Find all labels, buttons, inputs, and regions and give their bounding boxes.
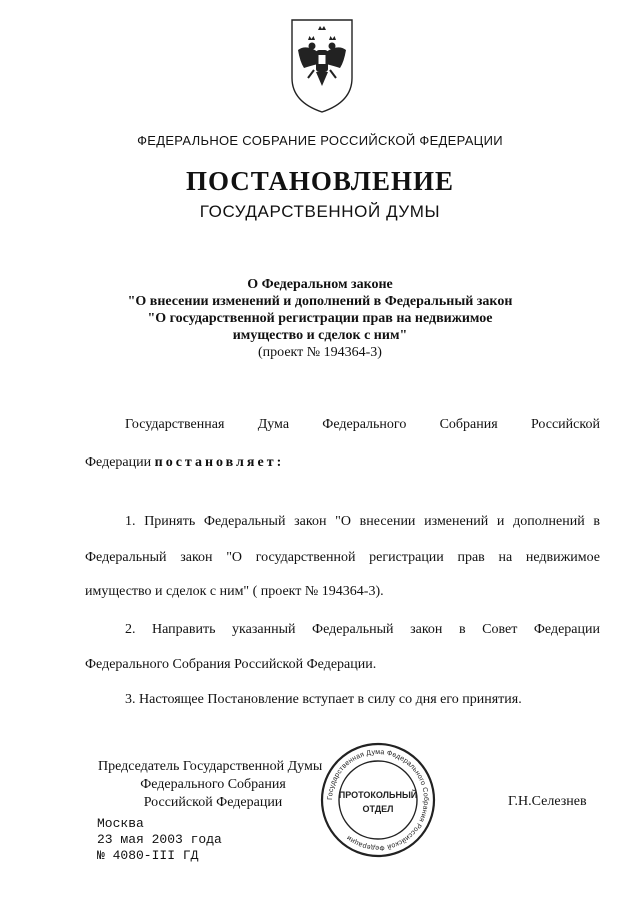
preamble-word: Собрания <box>439 417 498 432</box>
preamble-word: Российской <box>530 417 600 432</box>
project-number: (проект № 194364-3) <box>258 345 382 360</box>
decree-word: постановляет: <box>154 455 285 470</box>
item-2-line-2: Федерального Собрания Российской Федерации. <box>85 657 377 672</box>
seal-center-text-2: ОТДЕЛ <box>362 804 394 814</box>
city: Москва <box>97 816 144 831</box>
item-1-line-3: имущество и сделок с ним" ( проект № 194364-3). <box>85 584 384 599</box>
preamble-line-1 <box>125 417 600 433</box>
document-type: ПОСТАНОВЛЕНИЕ <box>185 166 455 196</box>
document-issuer: ГОСУДАРСТВЕННОЙ ДУМЫ <box>199 202 441 221</box>
preamble-word: Дума <box>257 417 290 432</box>
seal-center-text-1: ПРОТОКОЛЬНЫЙ <box>338 790 418 800</box>
preamble-line-2 <box>85 455 284 471</box>
document-meta <box>97 816 222 864</box>
document-number: № 4080-III ГД <box>97 848 199 863</box>
preamble-federation: Федерации <box>85 455 152 470</box>
item-2-line-1: 2. Направить указанный Федеральный закон в Совет Федерации <box>125 622 600 637</box>
subject-line-4: имущество и сделок с ним" <box>232 328 408 343</box>
round-seal-stamp <box>318 740 438 860</box>
subject-line-1: О Федеральном законе <box>247 277 393 292</box>
subject-line-2: "О внесении изменений и дополнений в Федеральный закон <box>127 294 513 309</box>
document-subject <box>0 276 640 361</box>
chairman-title-2: Федерального Собрания <box>140 777 286 792</box>
chairman-title: Председатель Государственной Думы <box>98 759 323 774</box>
signer-name: Г.Н.Селезнев <box>508 794 587 809</box>
chairman-title-3: Российской Федерации <box>143 795 283 810</box>
item-3-line-1: 3. Настоящее Постановление вступает в силу со дня его принятия. <box>125 692 522 707</box>
document-date: 23 мая 2003 года <box>97 832 222 847</box>
preamble-word: Федерального <box>322 417 407 432</box>
item-1-line-1: 1. Принять Федеральный закон "О внесении изменений и дополнений в <box>125 514 600 529</box>
svg-text:Государственная Дума Федеральн <box>327 749 430 851</box>
item-1-line-2: Федеральный закон "О государственной регистрации прав на недвижимое <box>85 550 600 565</box>
double-headed-eagle-emblem <box>288 18 356 114</box>
seal-outer-text: Государственная Дума Федерального Собрания Российской Федерации <box>326 748 430 852</box>
subject-line-3: "О государственной регистрации прав на недвижимое <box>147 311 493 326</box>
signature-block <box>98 758 328 812</box>
preamble-word: Государственная <box>125 417 225 432</box>
assembly-title: ФЕДЕРАЛЬНОЕ СОБРАНИЕ РОССИЙСКОЙ ФЕДЕРАЦИИ <box>137 133 503 148</box>
